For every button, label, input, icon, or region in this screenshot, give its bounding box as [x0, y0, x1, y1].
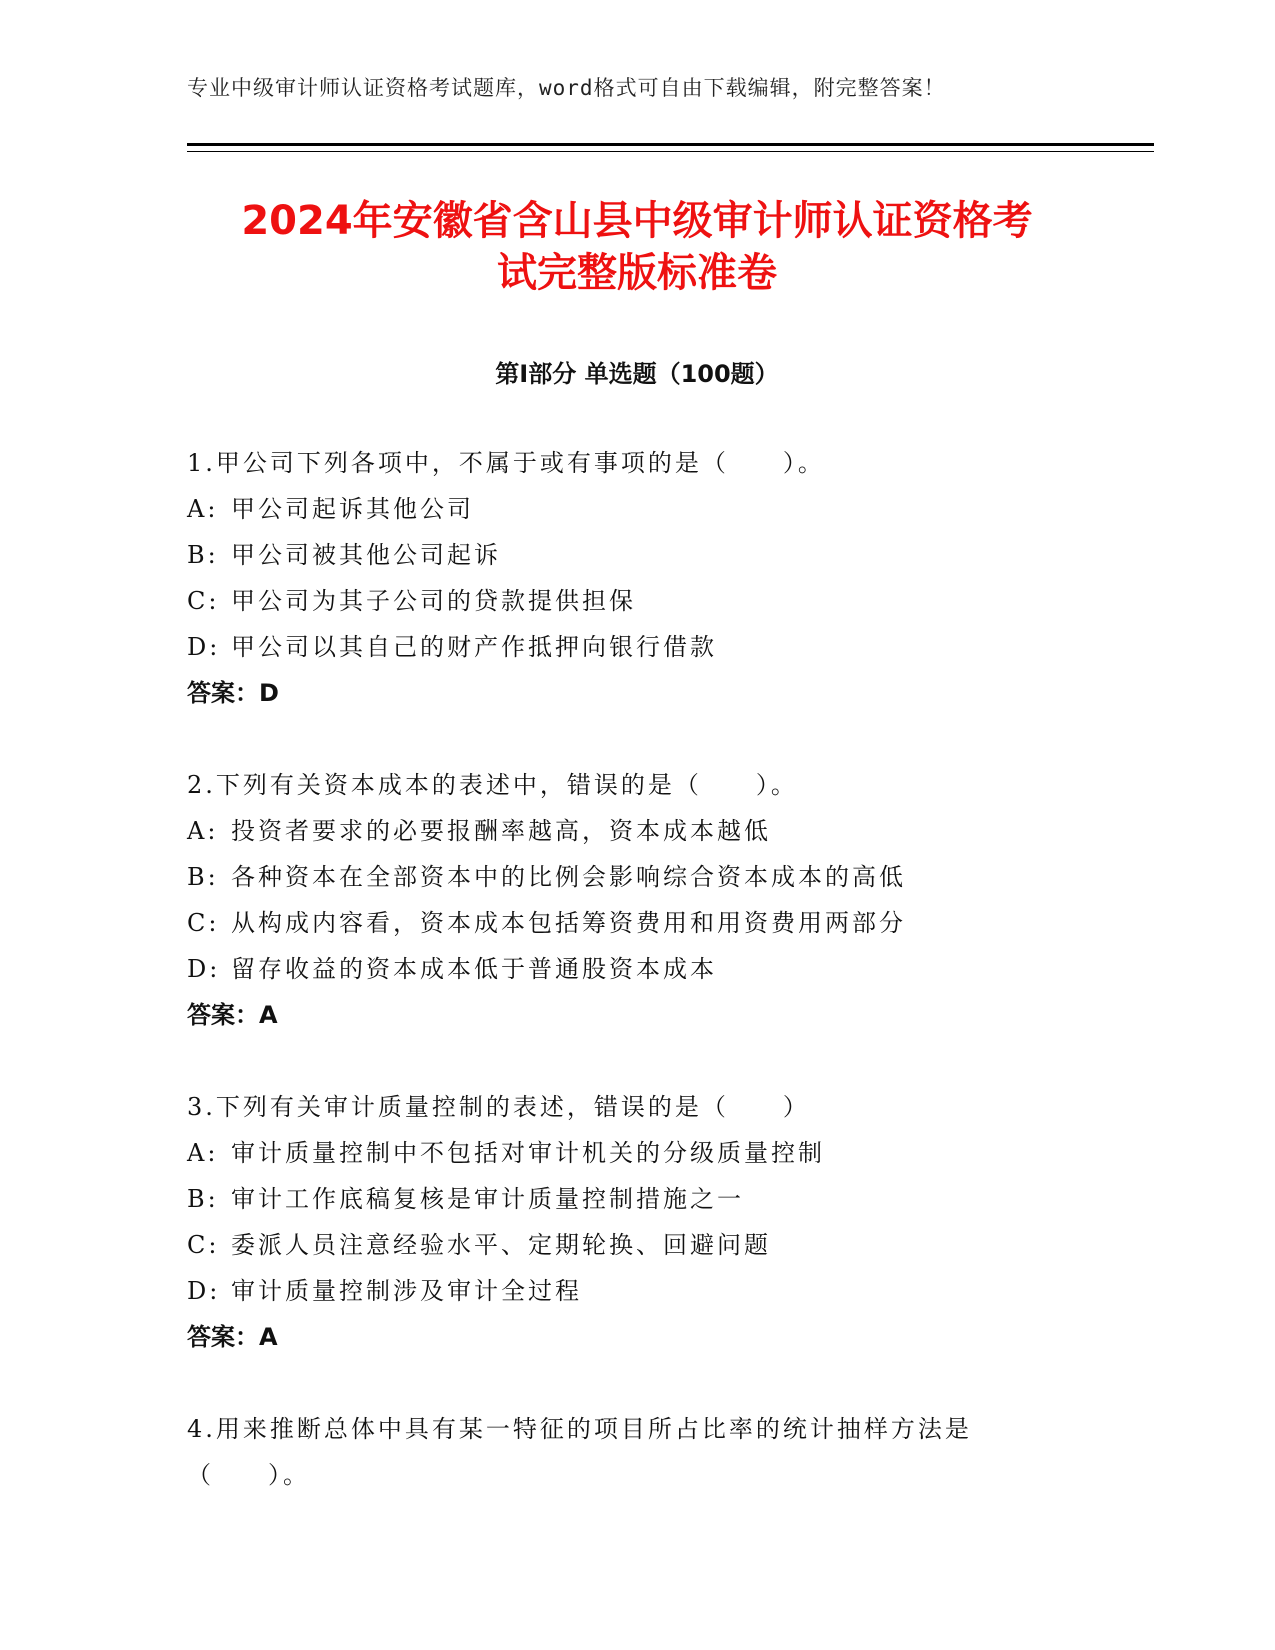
document-title — [137, 195, 1137, 299]
option-letter: A: — [187, 817, 219, 845]
option-letter: B: — [187, 863, 219, 891]
option-text: 审计工作底稿复核是审计质量控制措施之一 — [231, 1185, 744, 1213]
question-4 — [187, 1406, 1087, 1498]
option-letter: A: — [187, 1139, 219, 1167]
document-title-line-1: 2024年安徽省含山县中级审计师认证资格考 — [241, 198, 1033, 244]
header-note: 专业中级审计师认证资格考试题库，word格式可自由下载编辑，附完整答案！ — [187, 76, 946, 100]
header-divider-thin — [187, 151, 1154, 152]
option-a — [187, 808, 1087, 854]
question-2 — [187, 762, 1087, 1038]
option-text: 投资者要求的必要报酬率越高，资本成本越低 — [231, 817, 771, 845]
option-letter: C: — [187, 587, 220, 615]
option-d — [187, 1268, 1087, 1314]
option-a — [187, 1130, 1087, 1176]
answer: 答案：A — [187, 1001, 278, 1029]
option-a — [187, 486, 1087, 532]
option-text: 甲公司起诉其他公司 — [231, 495, 474, 523]
option-text: 从构成内容看，资本成本包括筹资费用和用资费用两部分 — [231, 909, 906, 937]
option-letter: C: — [187, 1231, 220, 1259]
question-stem: 3.下列有关审计质量控制的表述，错误的是（ ） — [187, 1093, 810, 1121]
document-title-line-2: 试完整版标准卷 — [497, 250, 777, 296]
option-text: 留存收益的资本成本低于普通股资本成本 — [231, 955, 717, 983]
option-letter: B: — [187, 541, 219, 569]
section-title: 第I部分 单选题（100题） — [495, 360, 779, 388]
option-text: 甲公司以其自己的财产作抵押向银行借款 — [231, 633, 717, 661]
option-d — [187, 624, 1087, 670]
question-1 — [187, 440, 1087, 716]
question-3 — [187, 1084, 1087, 1360]
option-text: 甲公司被其他公司起诉 — [231, 541, 501, 569]
option-text: 审计质量控制中不包括对审计机关的分级质量控制 — [231, 1139, 825, 1167]
answer: 答案：D — [187, 679, 279, 707]
option-d — [187, 946, 1087, 992]
option-letter: A: — [187, 495, 219, 523]
option-c — [187, 900, 1087, 946]
option-c — [187, 1222, 1087, 1268]
question-stem: 1.甲公司下列各项中，不属于或有事项的是（ ）。 — [187, 449, 825, 477]
option-b — [187, 1176, 1087, 1222]
question-stem: 2.下列有关资本成本的表述中，错误的是（ ）。 — [187, 771, 798, 799]
option-text: 各种资本在全部资本中的比例会影响综合资本成本的高低 — [231, 863, 906, 891]
header-divider-thick — [187, 143, 1154, 146]
question-stem: 4.用来推断总体中具有某一特征的项目所占比率的统计抽样方法是（ ）。 — [187, 1415, 972, 1489]
option-letter: D: — [187, 955, 221, 983]
option-letter: D: — [187, 633, 221, 661]
option-b — [187, 532, 1087, 578]
option-letter: C: — [187, 909, 220, 937]
option-b — [187, 854, 1087, 900]
option-text: 审计质量控制涉及审计全过程 — [231, 1277, 582, 1305]
option-c — [187, 578, 1087, 624]
option-text: 甲公司为其子公司的贷款提供担保 — [231, 587, 636, 615]
option-letter: B: — [187, 1185, 219, 1213]
option-text: 委派人员注意经验水平、定期轮换、回避问题 — [231, 1231, 771, 1259]
answer: 答案：A — [187, 1323, 278, 1351]
option-letter: D: — [187, 1277, 221, 1305]
question-list — [187, 440, 1087, 1544]
